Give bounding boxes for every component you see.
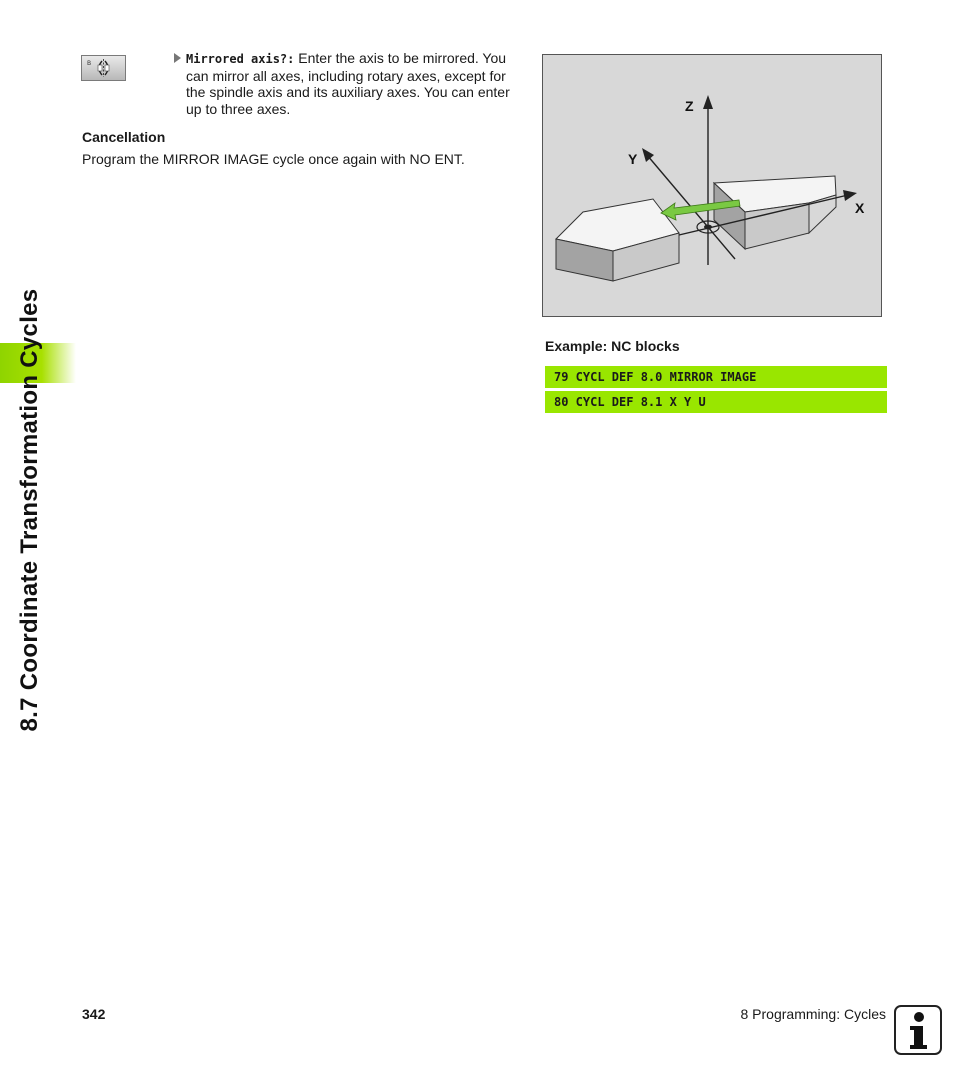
z-axis-arrowhead bbox=[703, 95, 713, 109]
mirror-image-diagram bbox=[543, 55, 881, 316]
mirror-symbol-icon bbox=[82, 56, 125, 80]
nc-block-row: 79 CYCL DEF 8.0 MIRROR IMAGE bbox=[545, 366, 887, 388]
bullet-arrow-icon bbox=[174, 53, 181, 63]
mirrored-axis-prompt: Mirrored axis?: bbox=[186, 52, 295, 66]
page-number: 342 bbox=[82, 1006, 106, 1022]
info-icon bbox=[894, 1005, 942, 1055]
info-glyph-icon bbox=[896, 1007, 940, 1053]
cancellation-heading: Cancellation bbox=[82, 129, 166, 145]
z-axis-label: Z bbox=[685, 98, 694, 114]
mirrored-axis-paragraph bbox=[174, 50, 524, 117]
footer-chapter-title: 8 Programming: Cycles bbox=[740, 1006, 886, 1022]
mirror-image-softkey-icon bbox=[81, 55, 126, 81]
cancellation-text: Program the MIRROR IMAGE cycle once again with NO ENT. bbox=[82, 151, 465, 167]
mirrored-axis-description: Enter the axis to be mirrored. You can mirror all axes, including rotary axes, except for the spindle axis and its auxiliary axes. You can enter up to three axes. bbox=[186, 50, 510, 117]
example-heading: Example: NC blocks bbox=[545, 338, 680, 354]
y-axis-label: Y bbox=[628, 151, 638, 167]
svg-text:B: B bbox=[87, 60, 92, 67]
mirror-image-figure bbox=[542, 54, 882, 317]
nc-block-row: 80 CYCL DEF 8.1 X Y U bbox=[545, 391, 887, 413]
chapter-side-title: 8.7 Coordinate Transformation Cycles bbox=[16, 288, 43, 732]
x-axis-label: X bbox=[855, 200, 865, 216]
y-axis-arrowhead bbox=[642, 148, 654, 162]
